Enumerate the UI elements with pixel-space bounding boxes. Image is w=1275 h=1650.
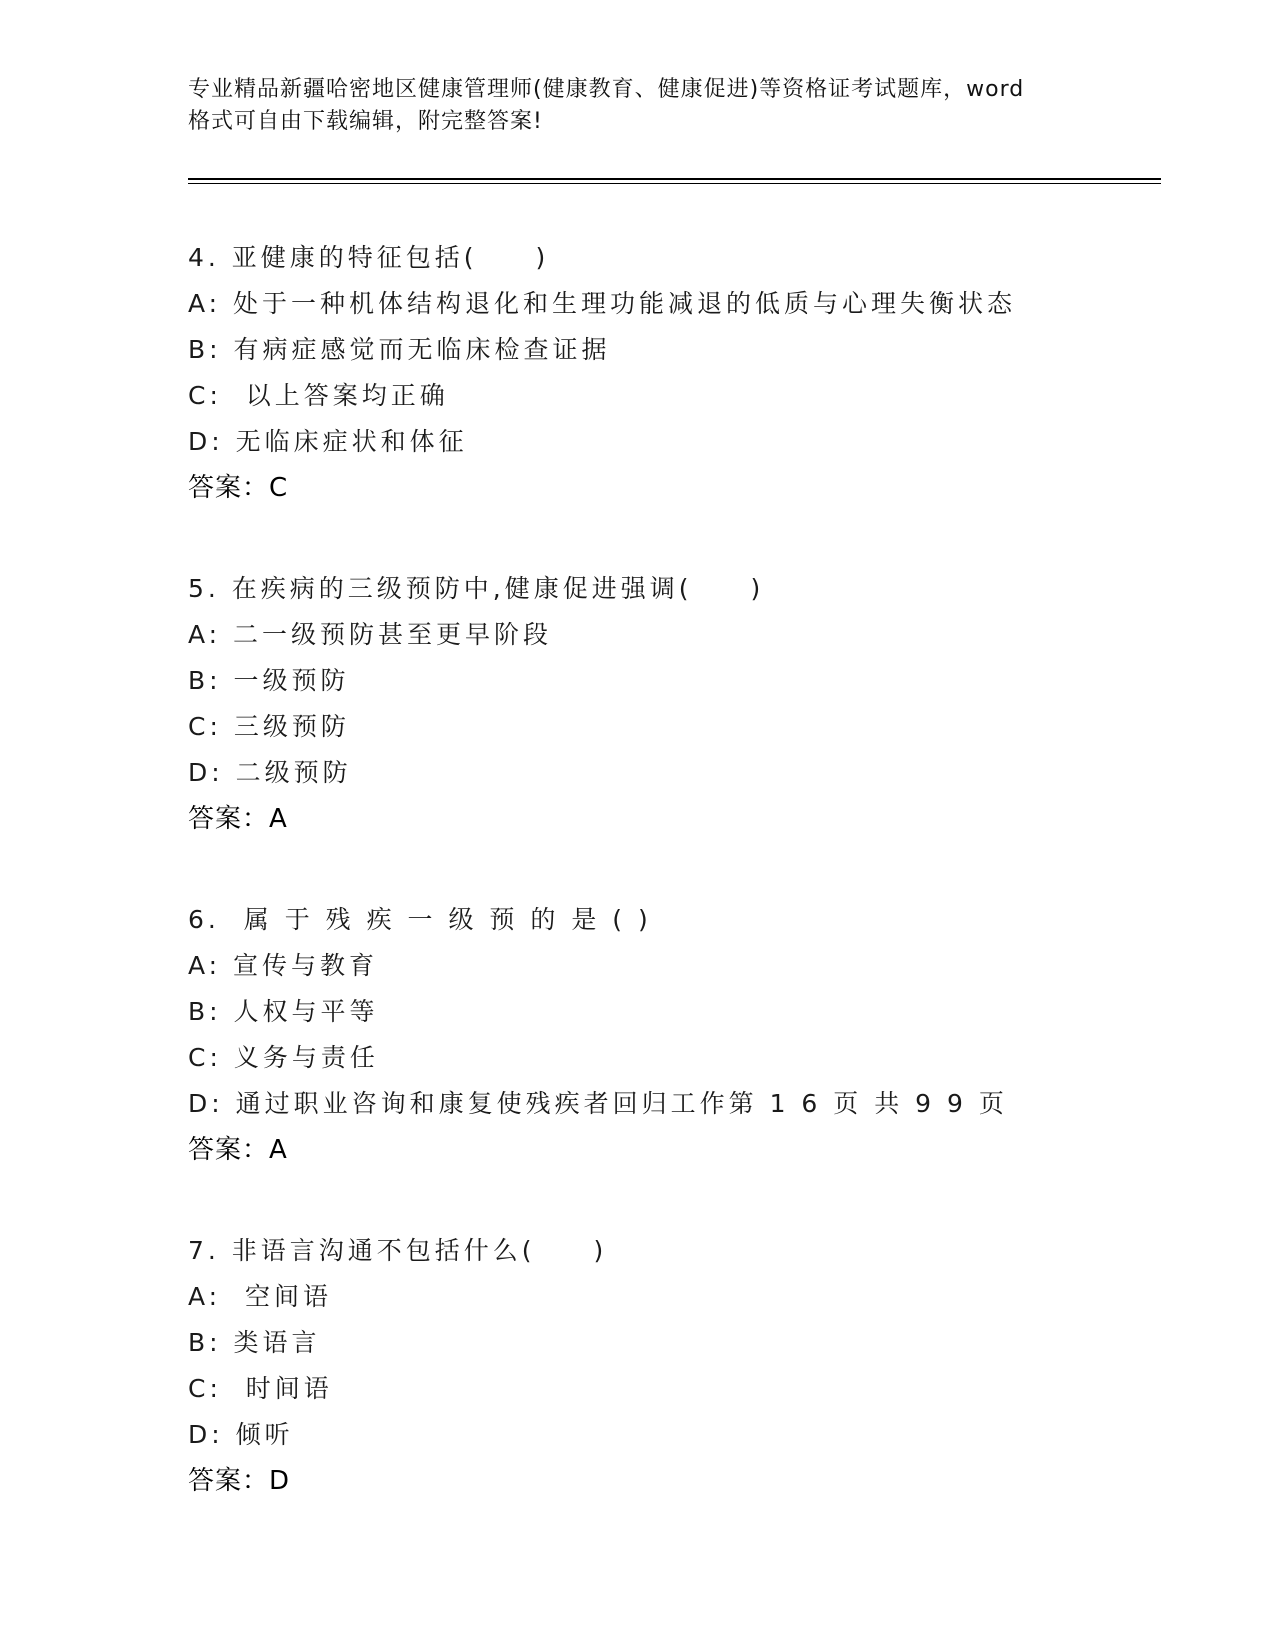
question-4 (188, 235, 1168, 511)
header-rule-thick (188, 178, 1161, 180)
option-a: A: 二一级预防甚至更早阶段 (188, 620, 553, 649)
header-rule-thin (188, 183, 1161, 184)
option-d: D: 无临床症状和体征 (188, 427, 468, 456)
question-5 (188, 566, 1168, 842)
header-line-1: 专业精品新疆哈密地区健康管理师(健康教育、健康促进)等资格证考试题库，word (188, 77, 1025, 102)
option-c: C: 时间语 (188, 1374, 333, 1403)
question-list (188, 235, 1168, 1559)
document-header (188, 74, 1118, 138)
question-stem: 5. 在疾病的三级预防中,健康促进强调( ) (188, 574, 765, 603)
answer-line: 答案：A (188, 804, 288, 834)
option-a: A: 空间语 (188, 1282, 332, 1311)
option-d: D: 通过职业咨询和康复使残疾者回归工作第 1 6 页 共 9 9 页 (188, 1089, 1008, 1118)
answer-line: 答案：D (188, 1466, 291, 1496)
option-d: D: 倾听 (188, 1420, 294, 1449)
option-a: A: 处于一种机体结构退化和生理功能减退的低质与心理失衡状态 (188, 289, 1017, 318)
answer-line: 答案：C (188, 473, 289, 503)
question-7 (188, 1228, 1168, 1504)
question-stem: 7. 非语言沟通不包括什么( ) (188, 1236, 608, 1265)
answer-line: 答案：A (188, 1135, 288, 1165)
option-a: A: 宣传与教育 (188, 951, 379, 980)
question-stem: 4. 亚健康的特征包括( ) (188, 243, 550, 272)
question-6 (188, 897, 1168, 1173)
header-line-2: 格式可自由下载编辑，附完整答案! (188, 109, 543, 134)
option-d: D: 二级预防 (188, 758, 352, 787)
option-c: C: 三级预防 (188, 712, 350, 741)
option-b: B: 有病症感觉而无临床检查证据 (188, 335, 611, 364)
option-c: C: 义务与责任 (188, 1043, 379, 1072)
option-b: B: 一级预防 (188, 666, 350, 695)
question-stem: 6. 属 于 残 疾 一 级 预 的 是 ( ) (188, 905, 652, 934)
option-b: B: 人权与平等 (188, 997, 379, 1026)
option-c: C: 以上答案均正确 (188, 381, 449, 410)
option-b: B: 类语言 (188, 1328, 321, 1357)
